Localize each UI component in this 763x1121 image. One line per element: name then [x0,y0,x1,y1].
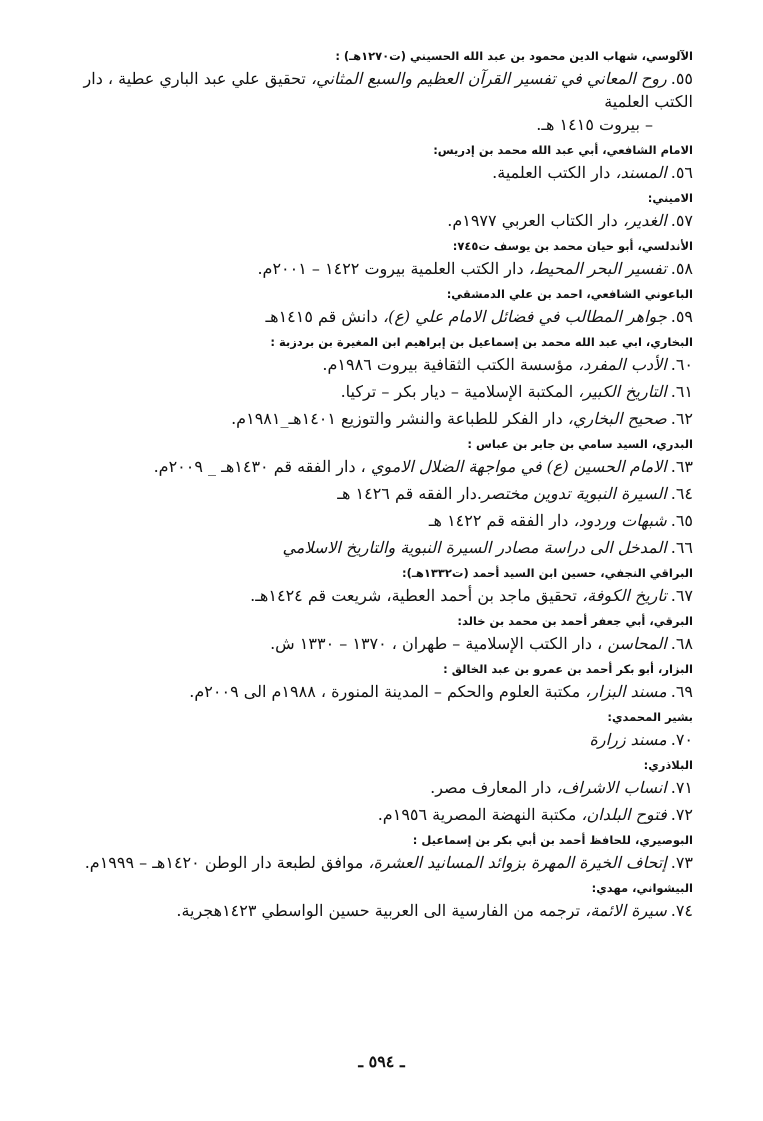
entry-publication: دار الكتب العلمية بيروت ١٤٢٢ – ٢٠٠١م. [257,259,529,278]
entry-number: ٥٩. [670,307,693,326]
entry-publication: ، دار الكتب الإسلامية – طهران ، ١٣٧٠ – ١٣٣٠ ش. [270,634,608,653]
entry-number: ٥٧. [670,211,693,230]
bibliography-entry [60,455,693,478]
bibliography-entry [60,67,693,136]
entry-number: ٦١. [670,382,693,401]
entry-title: الأدب المفرد، [578,355,667,374]
entry-publication: موافق لطبعة دار الوطن ١٤٢٠هـ – ١٩٩٩م. [84,853,369,872]
entry-publication: دار الكتب العلمية. [492,163,616,182]
entry-title: مسند زرارة [589,730,667,749]
author-heading: الباعوني الشافعي، احمد بن علي الدمشقي: [446,287,693,301]
entry-number: ٦٠. [670,355,693,374]
entry-title: المحاسن [607,634,667,653]
entry-number: ٦٩. [670,682,693,701]
entry-number: ٦٧. [670,586,693,605]
bibliography-entry [60,632,693,655]
entry-publication: مكتبة العلوم والحكم – المدينة المنورة ، ١٩٨٨م الى ٢٠٠٩م. [189,682,586,701]
entry-publication: مؤسسة الكتب الثقافية بيروت ١٩٨٦م. [322,355,579,374]
bibliography-entry [60,161,693,184]
entry-title: صحيح البخاري، [567,409,667,428]
entry-number: ٧٣. [670,853,693,872]
bibliography-entry [60,509,693,532]
author-heading: الآلوسي، شهاب الدين محمود بن عبد الله الحسيني (ت١٢٧٠هـ) : [335,49,693,63]
bibliography-entry [60,680,693,703]
bibliography-entry [60,803,693,826]
bibliography-entry [60,728,693,751]
entry-number: ٦٤. [670,484,693,503]
author-heading: الاميني: [647,191,693,205]
entry-publication: دانش قم ١٤١٥هـ [265,307,383,326]
entry-continuation: – بيروت ١٤١٥ هـ. [536,115,653,134]
bibliography-list [60,42,693,926]
entry-number: ٥٨. [670,259,693,278]
entry-title: تاريخ الكوفة، [581,586,667,605]
bibliography-entry [60,353,693,376]
entry-title: جواهر المطالب في فضائل الامام علي (ع)، [382,307,667,326]
entry-title: السيرة النبوية تدوين مختصر [481,484,667,503]
author-heading: البخاري، ابي عبد الله محمد بن إسماعيل بن إبراهيم ابن المغيرة بن بردزبة : [270,335,693,349]
entry-publication: دار الكتاب العربي ١٩٧٧م. [447,211,623,230]
entry-title: المدخل الى دراسة مصادر السيرة النبوية والتاريخ الاسلامي [282,538,667,557]
author-heading: البزار، أبو بكر أحمد بن عمرو بن عبد الخالق : [443,662,693,676]
entry-publication: تحقيق ماجد بن أحمد العطية، شريعت قم ١٤٢٤هـ. [250,586,582,605]
entry-title: الغدير، [622,211,667,230]
author-heading: البلاذري: [643,758,693,772]
entry-publication: المكتبة الإسلامية – ديار بكر – تركيا. [340,382,579,401]
bibliography-entry [60,209,693,232]
author-heading: البيشواني، مهدي: [591,881,693,895]
entry-publication: ترجمه من الفارسية الى العربية حسين الواسطي ١٤٢٣هجرية. [176,901,586,920]
entry-title: التاريخ الكبير، [578,382,667,401]
entry-title: إتحاف الخيرة المهرة بزوائد المسانيد العشرة، [368,853,667,872]
author-heading: البوصيري، للحافظ أحمد بن أبي بكر بن إسماعيل : [412,833,693,847]
entry-title: مسند البزار، [585,682,667,701]
entry-title: تفسير البحر المحيط، [528,259,667,278]
bibliography-entry [60,584,693,607]
bibliography-entry [60,482,693,505]
bibliography-entry [60,851,693,874]
entry-title: سيرة الائمة، [585,901,667,920]
author-heading: البراقي النجفي، حسين ابن السيد أحمد (ت١٣٣٢هـ): [402,566,693,580]
entry-title: روح المعاني في تفسير القرآن العظيم والسبع المثاني، [310,69,667,88]
entry-publication: دار المعارف مصر. [430,778,557,797]
entry-title: الامام الحسين (ع) في مواجهة الضلال الاموي [370,457,667,476]
entry-publication: دار الفقه قم ١٤٢٢ هـ [428,511,574,530]
entry-publication: تحقيق علي عبد الباري عطية ، دار الكتب العلمية [83,69,693,111]
author-heading: البدري، السيد سامي بن جابر بن عباس : [467,437,693,451]
entry-number: ٦٣. [670,457,693,476]
author-heading: بشير المحمدي: [607,710,693,724]
entry-number: ٧٠. [670,730,693,749]
entry-publication: ، دار الفقه قم ١٤٣٠هـ _ ٢٠٠٩م. [153,457,371,476]
entry-title: شبهات وردود، [573,511,667,530]
entry-number: ٦٦. [670,538,693,557]
entry-number: ٦٨. [670,634,693,653]
entry-number: ٦٢. [670,409,693,428]
bibliography-entry [60,536,693,559]
entry-number: ٥٦. [670,163,693,182]
author-heading: الأندلسي، أبو حيان محمد بن يوسف ت٧٤٥: [452,239,693,253]
bibliography-entry [60,407,693,430]
bibliography-entry [60,380,693,403]
bibliography-entry [60,776,693,799]
bibliography-entry [60,257,693,280]
entry-number: ٧٤. [670,901,693,920]
entry-number: ٧١. [670,778,693,797]
page-number: ـ ٥٩٤ ـ [358,1052,405,1071]
bibliography-entry [60,305,693,328]
bibliography-entry [60,899,693,922]
author-heading: البرقي، أبي جعفر أحمد بن محمد بن خالد: [457,614,693,628]
entry-title: فتوح البلدان، [581,805,667,824]
entry-publication: .دار الفقه قم ١٤٢٦ هـ [337,484,482,503]
entry-number: ٥٥. [670,69,693,88]
entry-number: ٧٢. [670,805,693,824]
entry-title: المسند، [615,163,667,182]
entry-publication: مكتبة النهضة المصرية ١٩٥٦م. [377,805,582,824]
entry-publication: دار الفكر للطباعة والنشر والتوزيع ١٤٠١هـ_١٩٨١م. [231,409,568,428]
entry-title: انساب الاشراف، [556,778,667,797]
author-heading: الامام الشافعي، أبي عبد الله محمد بن إدريس: [433,143,693,157]
entry-number: ٦٥. [670,511,693,530]
